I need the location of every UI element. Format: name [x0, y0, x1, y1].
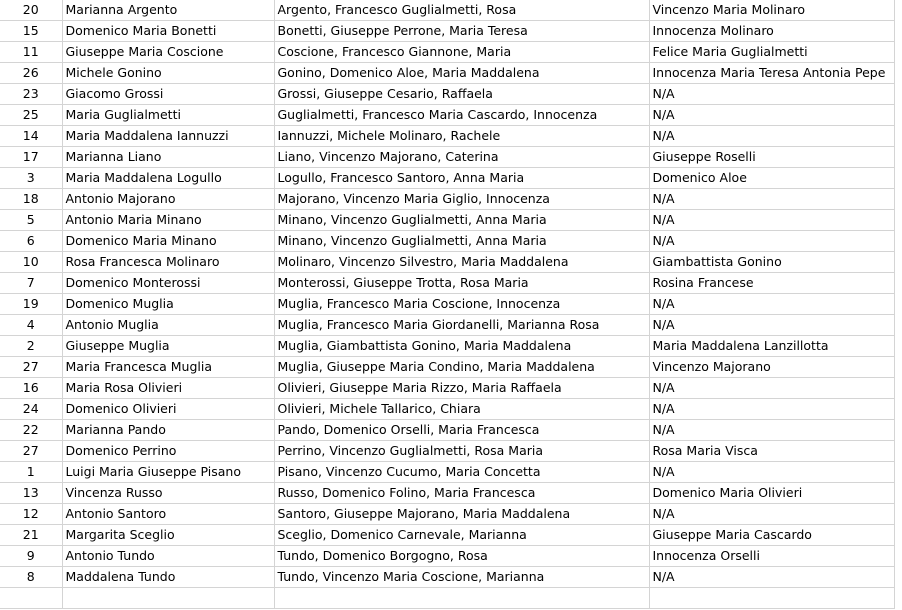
cell-parents[interactable]: Sceglio, Domenico Carnevale, Marianna: [274, 525, 649, 546]
cell-parents[interactable]: Olivieri, Giuseppe Maria Rizzo, Maria Raffaela: [274, 378, 649, 399]
cell-spouse[interactable]: N/A: [649, 567, 894, 588]
cell-id[interactable]: 5: [0, 210, 62, 231]
cell-id[interactable]: 1: [0, 462, 62, 483]
cell-id[interactable]: 13: [0, 483, 62, 504]
cell-spouse[interactable]: N/A: [649, 294, 894, 315]
table-row: [0, 483, 894, 504]
cell-spouse[interactable]: N/A: [649, 399, 894, 420]
cell-parents[interactable]: Gonino, Domenico Aloe, Maria Maddalena: [274, 63, 649, 84]
cell-id[interactable]: 11: [0, 42, 62, 63]
cell-id[interactable]: 20: [0, 0, 62, 21]
cell-spouse[interactable]: Rosina Francese: [649, 273, 894, 294]
cell-id[interactable]: 9: [0, 546, 62, 567]
cell-id[interactable]: 23: [0, 84, 62, 105]
cell-id[interactable]: 12: [0, 504, 62, 525]
cell-parents[interactable]: Coscione, Francesco Giannone, Maria: [274, 42, 649, 63]
cell-name[interactable]: Maria Rosa Olivieri: [62, 378, 274, 399]
cell-id[interactable]: 2: [0, 336, 62, 357]
cell-parents[interactable]: Minano, Vincenzo Guglialmetti, Anna Maria: [274, 231, 649, 252]
cell-name[interactable]: Antonio Muglia: [62, 315, 274, 336]
table-row: [0, 126, 894, 147]
cell-id[interactable]: 15: [0, 21, 62, 42]
table-row: [0, 441, 894, 462]
cell-spouse[interactable]: Giuseppe Maria Cascardo: [649, 525, 894, 546]
cell-spouse[interactable]: N/A: [649, 504, 894, 525]
cell-parents[interactable]: Majorano, Vincenzo Maria Giglio, Innocenza: [274, 189, 649, 210]
table-row: [0, 189, 894, 210]
cell-name[interactable]: Antonio Maria Minano: [62, 210, 274, 231]
cell-id[interactable]: 4: [0, 315, 62, 336]
cell-parents[interactable]: Perrino, Vincenzo Guglialmetti, Rosa Maria: [274, 441, 649, 462]
cell-spouse[interactable]: Giuseppe Roselli: [649, 147, 894, 168]
cell-parents[interactable]: Argento, Francesco Guglialmetti, Rosa: [274, 0, 649, 21]
cell-name[interactable]: Rosa Francesca Molinaro: [62, 252, 274, 273]
cell-name[interactable]: Domenico Muglia: [62, 294, 274, 315]
table-row: [0, 0, 894, 21]
table-row: [0, 588, 894, 609]
cell-id[interactable]: 16: [0, 378, 62, 399]
cell-id[interactable]: 3: [0, 168, 62, 189]
cell-spouse[interactable]: N/A: [649, 378, 894, 399]
cell-spouse[interactable]: Giambattista Gonino: [649, 252, 894, 273]
cell-name[interactable]: Michele Gonino: [62, 63, 274, 84]
cell-spouse[interactable]: N/A: [649, 126, 894, 147]
cell-spouse[interactable]: Felice Maria Guglialmetti: [649, 42, 894, 63]
table-row: [0, 105, 894, 126]
table-row: [0, 168, 894, 189]
cell-name[interactable]: Maddalena Tundo: [62, 567, 274, 588]
cell-name[interactable]: Giuseppe Muglia: [62, 336, 274, 357]
cell-parents[interactable]: Muglia, Francesco Maria Coscione, Innocenza: [274, 294, 649, 315]
cell-spouse[interactable]: N/A: [649, 189, 894, 210]
cell-parents[interactable]: Minano, Vincenzo Guglialmetti, Anna Maria: [274, 210, 649, 231]
cell-spouse[interactable]: Rosa Maria Visca: [649, 441, 894, 462]
cell-id[interactable]: 22: [0, 420, 62, 441]
cell-parents[interactable]: Logullo, Francesco Santoro, Anna Maria: [274, 168, 649, 189]
cell-parents[interactable]: Tundo, Domenico Borgogno, Rosa: [274, 546, 649, 567]
table-row: [0, 504, 894, 525]
table-row: [0, 546, 894, 567]
table-row: [0, 357, 894, 378]
cell-id[interactable]: 6: [0, 231, 62, 252]
table-row: [0, 525, 894, 546]
cell-spouse[interactable]: Innocenza Molinaro: [649, 21, 894, 42]
cell-name[interactable]: Domenico Perrino: [62, 441, 274, 462]
cell-id[interactable]: 27: [0, 441, 62, 462]
cell-name[interactable]: Antonio Santoro: [62, 504, 274, 525]
cell-spouse[interactable]: N/A: [649, 105, 894, 126]
cell-name[interactable]: Giacomo Grossi: [62, 84, 274, 105]
table-row: [0, 273, 894, 294]
table-row: [0, 84, 894, 105]
cell-parents[interactable]: Bonetti, Giuseppe Perrone, Maria Teresa: [274, 21, 649, 42]
cell-spouse[interactable]: N/A: [649, 210, 894, 231]
cell-name[interactable]: Giuseppe Maria Coscione: [62, 42, 274, 63]
table-row: [0, 294, 894, 315]
table-row: [0, 315, 894, 336]
cell-spouse[interactable]: N/A: [649, 420, 894, 441]
cell-parents[interactable]: Monterossi, Giuseppe Trotta, Rosa Maria: [274, 273, 649, 294]
cell-parents[interactable]: Olivieri, Michele Tallarico, Chiara: [274, 399, 649, 420]
cell-id[interactable]: 10: [0, 252, 62, 273]
cell-spouse[interactable]: N/A: [649, 84, 894, 105]
cell-name[interactable]: Maria Maddalena Iannuzzi: [62, 126, 274, 147]
cell-name[interactable]: Domenico Monterossi: [62, 273, 274, 294]
cell-name[interactable]: Antonio Majorano: [62, 189, 274, 210]
cell-spouse[interactable]: N/A: [649, 462, 894, 483]
cell-id[interactable]: 27: [0, 357, 62, 378]
cell-spouse[interactable]: N/A: [649, 231, 894, 252]
cell-name[interactable]: Marianna Pando: [62, 420, 274, 441]
cell-id[interactable]: 18: [0, 189, 62, 210]
cell-parents[interactable]: Russo, Domenico Folino, Maria Francesca: [274, 483, 649, 504]
cell-id[interactable]: 8: [0, 567, 62, 588]
cell-name[interactable]: Maria Guglialmetti: [62, 105, 274, 126]
cell-spouse[interactable]: Maria Maddalena Lanzillotta: [649, 336, 894, 357]
cell-name[interactable]: Antonio Tundo: [62, 546, 274, 567]
table-row: [0, 42, 894, 63]
cell-id[interactable]: 7: [0, 273, 62, 294]
cell-spouse[interactable]: Domenico Maria Olivieri: [649, 483, 894, 504]
cell-id[interactable]: 17: [0, 147, 62, 168]
cell-spouse[interactable]: Vincenzo Majorano: [649, 357, 894, 378]
cell-spouse[interactable]: Domenico Aloe: [649, 168, 894, 189]
table-row: [0, 21, 894, 42]
table-row: [0, 210, 894, 231]
cell-parents[interactable]: Tundo, Vincenzo Maria Coscione, Marianna: [274, 567, 649, 588]
table-row: [0, 63, 894, 84]
cell-spouse[interactable]: N/A: [649, 315, 894, 336]
cell-spouse[interactable]: Innocenza Orselli: [649, 546, 894, 567]
cell-name[interactable]: Domenico Olivieri: [62, 399, 274, 420]
cell-parents[interactable]: Pando, Domenico Orselli, Maria Francesca: [274, 420, 649, 441]
cell-parents[interactable]: Iannuzzi, Michele Molinaro, Rachele: [274, 126, 649, 147]
cell-name[interactable]: Maria Francesca Muglia: [62, 357, 274, 378]
cell-parents[interactable]: Guglialmetti, Francesco Maria Cascardo, Innocenza: [274, 105, 649, 126]
cell-parents[interactable]: Santoro, Giuseppe Majorano, Maria Maddalena: [274, 504, 649, 525]
cell-name[interactable]: Domenico Maria Minano: [62, 231, 274, 252]
cell-parents[interactable]: Liano, Vincenzo Majorano, Caterina: [274, 147, 649, 168]
cell-id[interactable]: 14: [0, 126, 62, 147]
cell-name[interactable]: [62, 588, 274, 609]
table-row: [0, 252, 894, 273]
cell-parents[interactable]: [274, 588, 649, 609]
table-row: [0, 462, 894, 483]
cell-parents[interactable]: Grossi, Giuseppe Cesario, Raffaela: [274, 84, 649, 105]
cell-id[interactable]: 26: [0, 63, 62, 84]
table-row: [0, 378, 894, 399]
cell-spouse[interactable]: [649, 588, 894, 609]
cell-id[interactable]: [0, 588, 62, 609]
cell-name[interactable]: Marianna Liano: [62, 147, 274, 168]
cell-id[interactable]: 25: [0, 105, 62, 126]
cell-parents[interactable]: Muglia, Giuseppe Maria Condino, Maria Maddalena: [274, 357, 649, 378]
table-row: [0, 420, 894, 441]
table-row: [0, 399, 894, 420]
cell-spouse[interactable]: Innocenza Maria Teresa Antonia Pepe: [649, 63, 894, 84]
cell-name[interactable]: Marianna Argento: [62, 0, 274, 21]
cell-parents[interactable]: Muglia, Francesco Maria Giordanelli, Marianna Rosa: [274, 315, 649, 336]
cell-id[interactable]: 21: [0, 525, 62, 546]
cell-name[interactable]: Luigi Maria Giuseppe Pisano: [62, 462, 274, 483]
cell-name[interactable]: Margarita Sceglio: [62, 525, 274, 546]
cell-parents[interactable]: Pisano, Vincenzo Cucumo, Maria Concetta: [274, 462, 649, 483]
cell-id[interactable]: 19: [0, 294, 62, 315]
table-row: [0, 147, 894, 168]
table-row: [0, 231, 894, 252]
cell-name[interactable]: Domenico Maria Bonetti: [62, 21, 274, 42]
cell-id[interactable]: 24: [0, 399, 62, 420]
cell-parents[interactable]: Molinaro, Vincenzo Silvestro, Maria Maddalena: [274, 252, 649, 273]
cell-parents[interactable]: Muglia, Giambattista Gonino, Maria Maddalena: [274, 336, 649, 357]
cell-name[interactable]: Vincenza Russo: [62, 483, 274, 504]
table-row: [0, 567, 894, 588]
cell-spouse[interactable]: Vincenzo Maria Molinaro: [649, 0, 894, 21]
cell-name[interactable]: Maria Maddalena Logullo: [62, 168, 274, 189]
table-row: [0, 336, 894, 357]
